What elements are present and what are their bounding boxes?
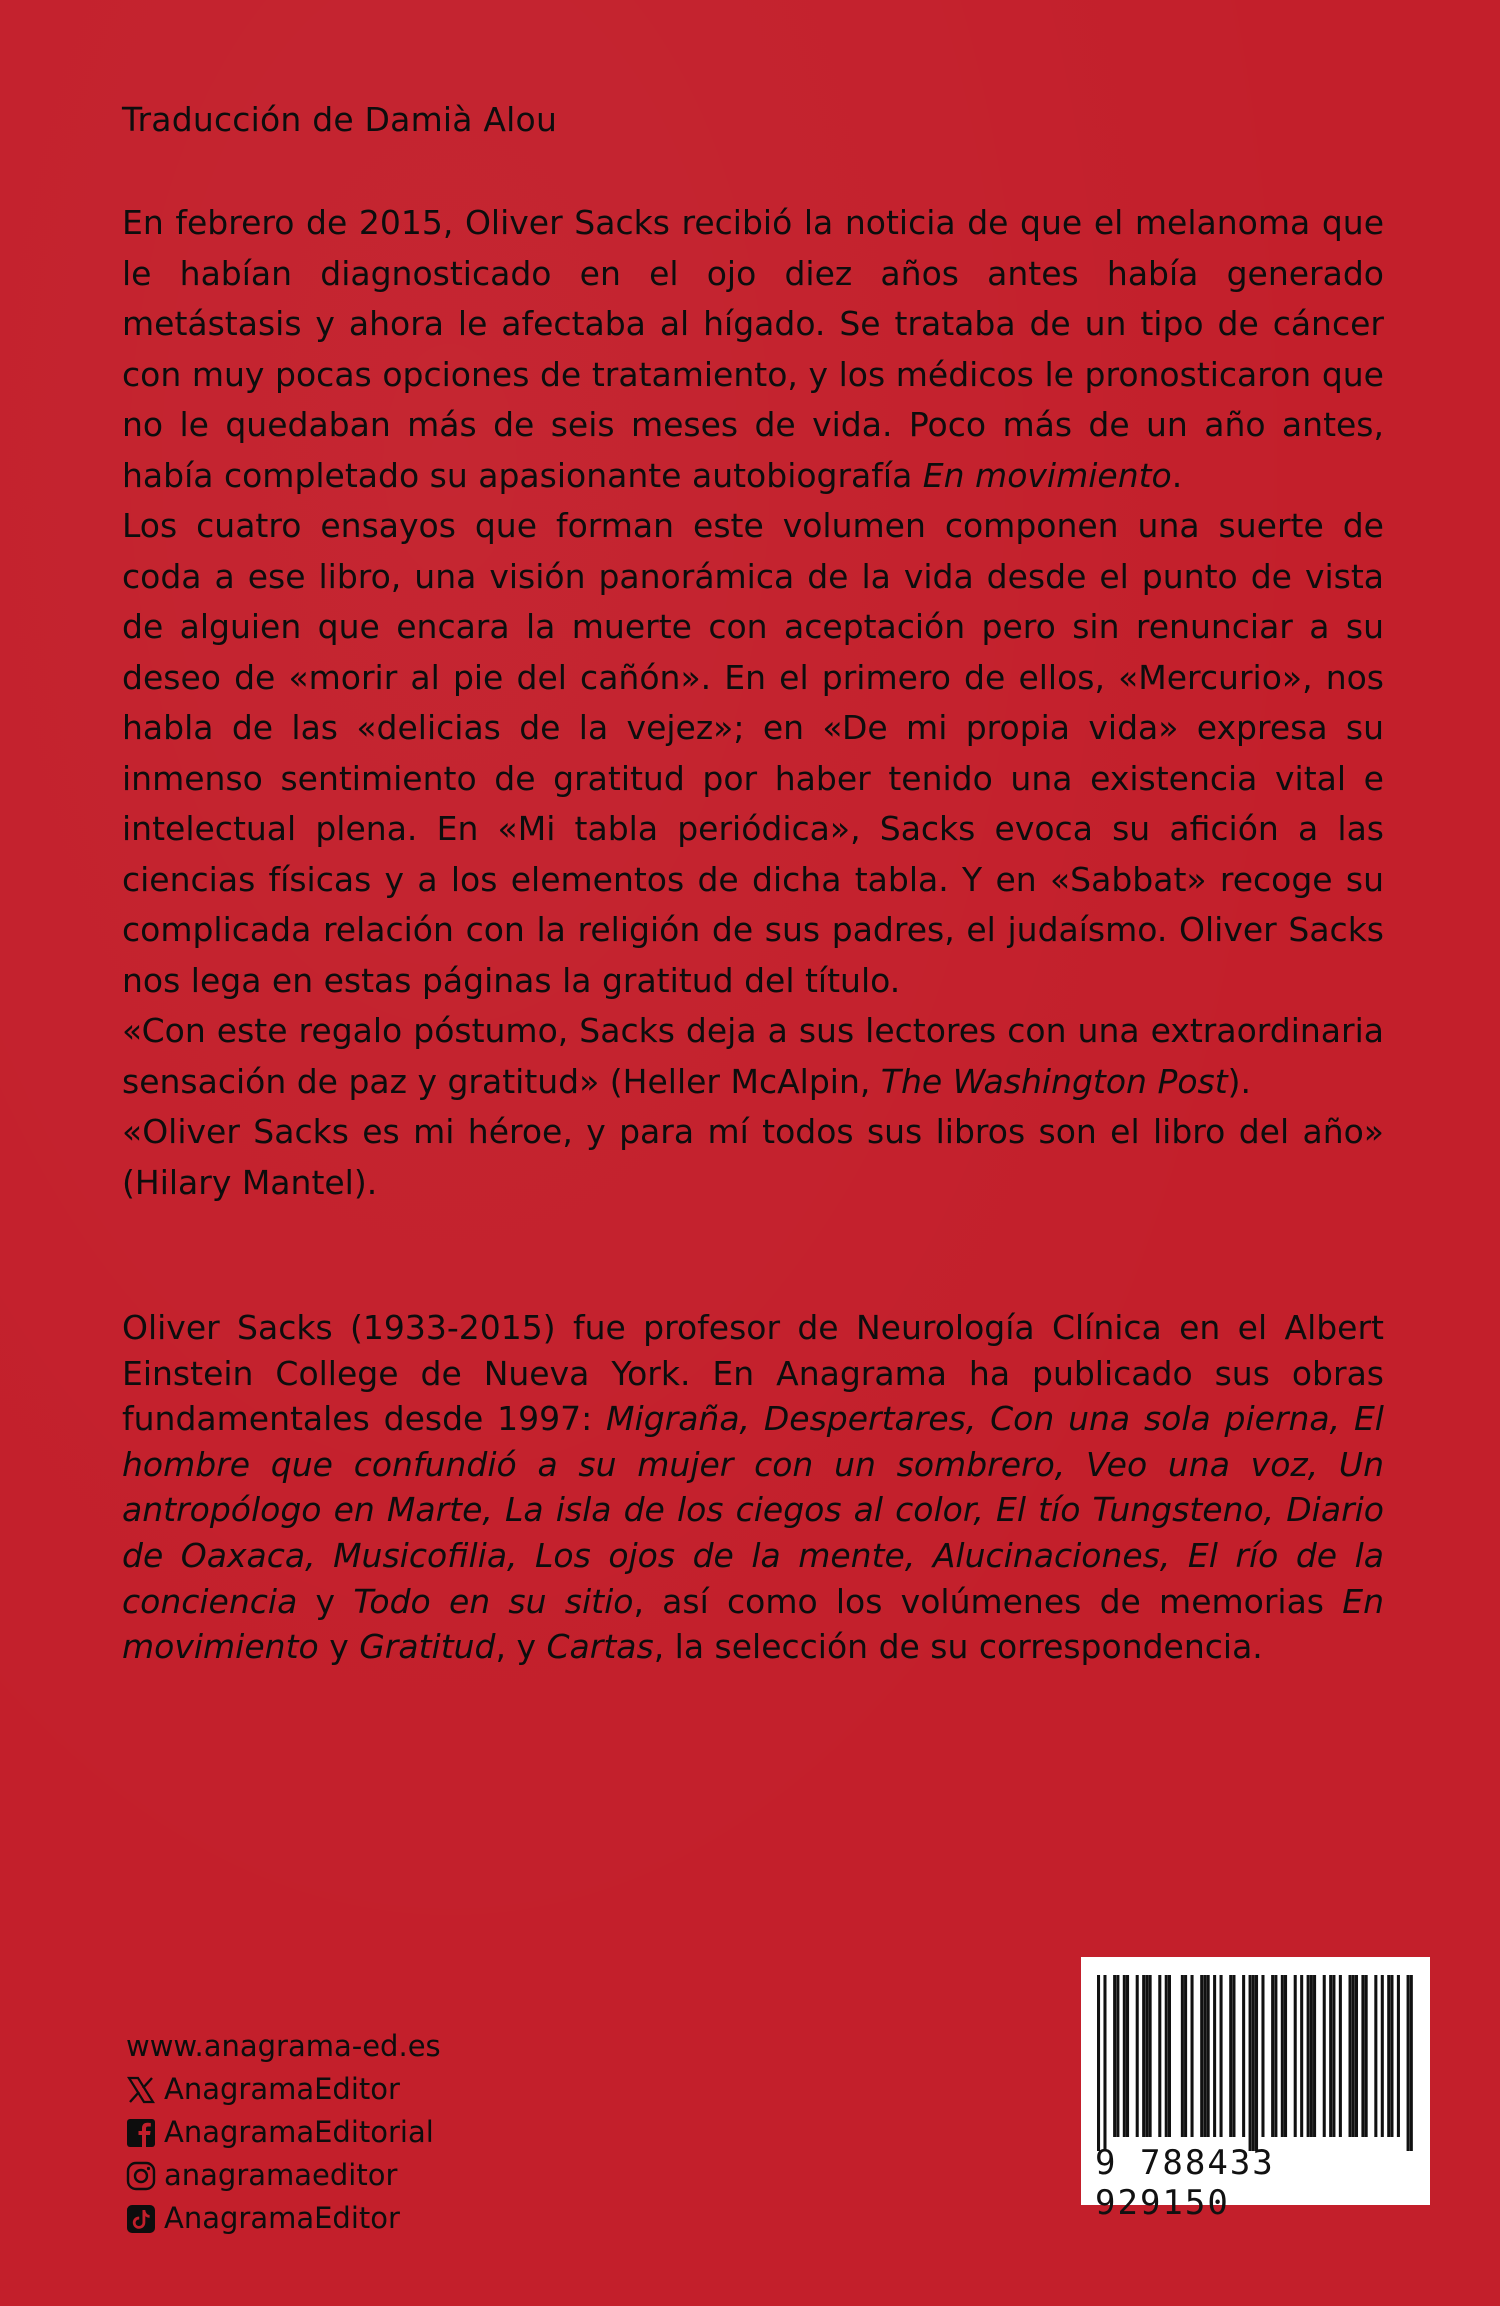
barcode-bar xyxy=(1294,1975,1297,2137)
barcode-bars xyxy=(1097,1975,1413,2151)
quote-source: The Washington Post xyxy=(880,1061,1228,1101)
barcode-bar xyxy=(1271,1975,1274,2137)
instagram-icon xyxy=(126,2161,156,2191)
x-logo-icon xyxy=(126,2075,156,2105)
barcode-bar xyxy=(1149,1975,1152,2137)
book-title-en-movimiento: En movimiento xyxy=(922,455,1172,495)
barcode-bar xyxy=(1355,1975,1358,2137)
synopsis xyxy=(122,198,1384,1208)
barcode-bar xyxy=(1158,1975,1161,2137)
barcode-bar xyxy=(1097,1975,1100,2151)
publisher-links xyxy=(126,2025,441,2240)
barcode-bar xyxy=(1410,1975,1413,2151)
barcode-bar xyxy=(1242,1975,1245,2137)
barcode-bar xyxy=(1397,1975,1400,2137)
barcode-bar xyxy=(1123,1975,1126,2137)
facebook-icon xyxy=(126,2118,156,2148)
barcode-bar xyxy=(1126,1975,1129,2137)
barcode-bar xyxy=(1255,1975,1258,2151)
barcode-bar xyxy=(1207,1975,1210,2137)
barcode-bar xyxy=(1329,1975,1332,2137)
tiktok-icon xyxy=(126,2204,156,2234)
barcode-bar xyxy=(1352,1975,1355,2137)
barcode-bar xyxy=(1203,1975,1206,2137)
works-list: Migraña, Despertares, Con una sola pierna, El hombre que confundió a su mujer con un sombrero, Veo una voz, Un antropólogo en Marte, La isla de los ciegos al color, El tío Tungsteno, Diario de Oaxaca, Musicofilia, Los ojos de la mente, Alucinaciones, El río de la conciencia xyxy=(122,1399,1384,1621)
barcode-bar xyxy=(1181,1975,1184,2137)
barcode-bar xyxy=(1332,1975,1335,2137)
x-link[interactable]: AnagramaEditor xyxy=(126,2068,441,2111)
barcode-bar xyxy=(1323,1975,1326,2137)
barcode-bar xyxy=(1390,1975,1393,2137)
instagram-link[interactable]: anagramaeditor xyxy=(126,2154,441,2197)
barcode-bar xyxy=(1249,1975,1252,2151)
barcode-bar xyxy=(1142,1975,1145,2137)
isbn-number: 9 788433 929150 xyxy=(1095,2143,1275,2223)
barcode-bar xyxy=(1116,1975,1119,2137)
barcode-bar xyxy=(1407,1975,1410,2151)
barcode-bar xyxy=(1339,1975,1342,2137)
barcode-bar xyxy=(1349,1975,1352,2137)
barcode-bar xyxy=(1261,1975,1264,2137)
review-quote-2: «Oliver Sacks es mi héroe, y para mí todos sus libros son el libro del año» (Hilary Mantel). xyxy=(122,1112,1384,1202)
tiktok-link[interactable]: AnagramaEditor xyxy=(126,2197,441,2240)
barcode-bar xyxy=(1374,1975,1377,2137)
barcode-bar xyxy=(1168,1975,1171,2137)
barcode-bar xyxy=(1281,1975,1284,2137)
barcode-bar xyxy=(1136,1975,1139,2137)
barcode-bar xyxy=(1274,1975,1277,2137)
barcode-bar xyxy=(1213,1975,1216,2137)
barcode-bar xyxy=(1284,1975,1287,2137)
barcode-bar xyxy=(1103,1975,1106,2151)
author-bio: Oliver Sacks (1933-2015) fue profesor de Neurología Clínica en el Albert Einstein College de Nueva York. En Anagrama ha publicado sus obras fundamentales desde 1997: Migraña, Despertares, Con una sola pierna, El hombre que confundió a su mujer con un sombrero, Veo una voz, Un antropólogo en Marte, La isla de los ciegos al color, El tío Tungsteno, Diario de Oaxaca, Musicofilia, Los ojos de la mente, Alucinaciones, El río de la conciencia y Todo en su sitio, así como los volúmenes de memorias En movimiento y Gratitud, y Cartas, la selección de su correspondencia. xyxy=(122,1308,1384,1667)
barcode-bar xyxy=(1145,1975,1148,2137)
barcode-bar xyxy=(1387,1975,1390,2137)
synopsis-paragraph-1: En febrero de 2015, Oliver Sacks recibió la noticia de que el melanoma que le habían diagnosticado en el ojo diez años antes había generado metástasis y ahora le afectaba al hígado. Se trataba de un tipo de cáncer con muy pocas opciones de tratamiento, y los médicos le pronosticaron que no le quedaban más de seis meses de vida. Poco más de un año antes, había completado su apasionante autobiografía En movimiento. xyxy=(122,203,1384,495)
barcode-bar xyxy=(1220,1975,1223,2137)
barcode-bar xyxy=(1381,1975,1384,2137)
barcode-bar xyxy=(1252,1975,1255,2151)
barcode-bar xyxy=(1165,1975,1168,2137)
barcode-bar xyxy=(1365,1975,1368,2137)
barcode-bar xyxy=(1361,1975,1364,2137)
facebook-link[interactable]: AnagramaEditorial xyxy=(126,2111,441,2154)
translator-credit: Traducción de Damià Alou xyxy=(122,100,558,139)
barcode-bar xyxy=(1200,1975,1203,2137)
barcode-bar xyxy=(1310,1975,1313,2137)
barcode-bar xyxy=(1229,1975,1232,2137)
barcode-bar xyxy=(1300,1975,1303,2137)
isbn-barcode xyxy=(1081,1957,1430,2223)
barcode-bar xyxy=(1191,1975,1194,2137)
barcode-bar xyxy=(1184,1975,1187,2137)
website-link[interactable]: www.anagrama-ed.es xyxy=(126,2029,441,2063)
barcode-bar xyxy=(1307,1975,1310,2137)
synopsis-paragraph-2: Los cuatro ensayos que forman este volumen componen una suerte de coda a ese libro, una visión panorámica de la vida desde el punto de vista de alguien que encara la muerte con aceptación pero sin renunciar a su deseo de «morir al pie del cañón». En el primero de ellos, «Mercurio», nos habla de las «delicias de la vejez»; en «De mi propia vida» expresa su inmenso sentimiento de gratitud por haber tenido una existencia vital e intelectual plena. En «Mi tabla periódica», Sacks evoca su afición a las ciencias físicas y a los elementos de dicha tabla. Y en «Sabbat» recoge su complicada relación con la religión de sus padres, el judaísmo. Oliver Sacks nos lega en estas páginas la gratitud del título. xyxy=(122,506,1384,1000)
review-quote-1: «Con este regalo póstumo, Sacks deja a sus lectores con una extraordinaria sensación de paz y gratitud» (Heller McAlpin, The Washington Post). xyxy=(122,1011,1384,1101)
barcode-bar xyxy=(1113,1975,1116,2137)
barcode-bar xyxy=(1232,1975,1235,2137)
barcode-bar xyxy=(1313,1975,1316,2137)
